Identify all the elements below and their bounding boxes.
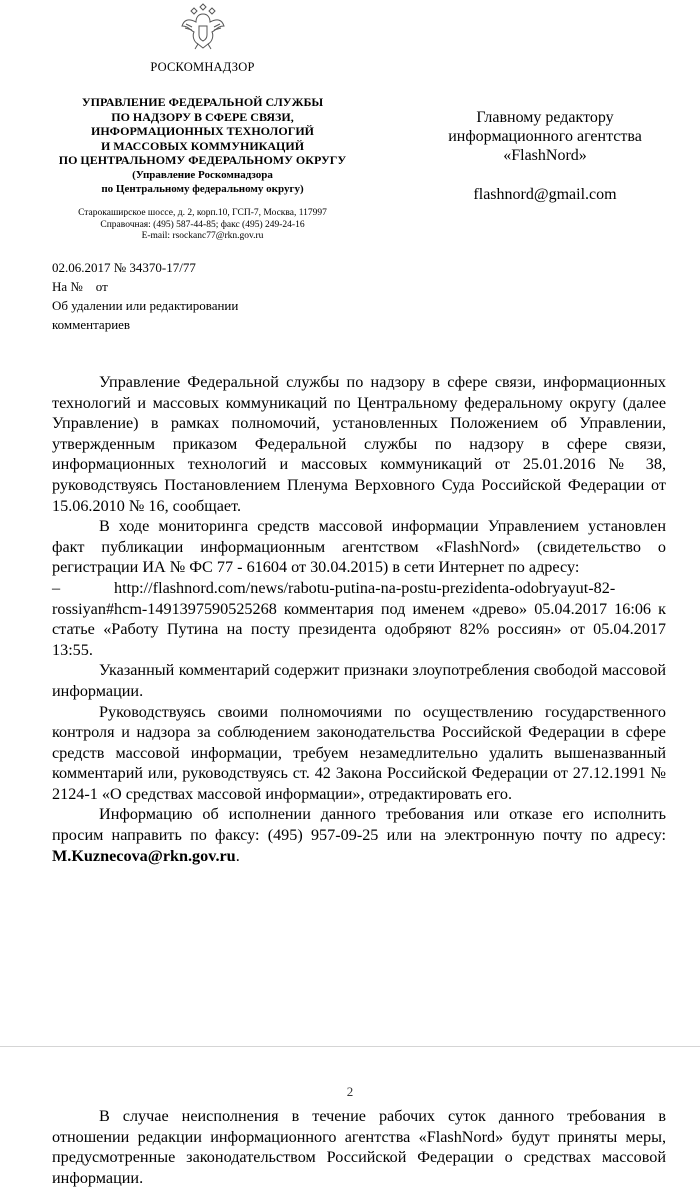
- recipient-line: Главному редактору: [476, 109, 614, 126]
- dash: –: [52, 578, 61, 597]
- subject-line: комментариев: [52, 317, 131, 332]
- subject-line: Об удалении или редактировании: [52, 298, 239, 313]
- reference-line: На № от: [52, 279, 108, 294]
- recipient-line: информационного агентства: [448, 128, 642, 145]
- coat-of-arms-icon: [180, 0, 226, 52]
- recipient-email: flashnord@gmail.com: [473, 186, 617, 203]
- department-line: УПРАВЛЕНИЕ ФЕДЕРАЛЬНОЙ СЛУЖБЫ: [81, 95, 324, 109]
- department-line: ПО ЦЕНТРАЛЬНОМУ ФЕДЕРАЛЬНОМУ ОКРУГУ: [58, 153, 347, 167]
- page-two-body: [52, 1106, 666, 1188]
- agency-name: РОСКОМНАДЗОР: [150, 60, 255, 74]
- sender-address: [40, 208, 365, 243]
- url-paragraph: [52, 578, 666, 660]
- page-separator: [0, 1046, 700, 1047]
- department-line: ПО НАДЗОРУ В СФЕРЕ СВЯЗИ,: [111, 109, 294, 124]
- body-paragraph: В случае неисполнения в течение рабочих суток данного требования в отношении редакции информационного агентства «FlashNord» будут приняты меры, предусмотренные законодательством Российской Федерации о средствах массовой информации.: [52, 1107, 666, 1187]
- department-line: (Управление Роскомнадзора: [132, 168, 273, 181]
- body-paragraph: [52, 804, 666, 866]
- department-line: ИНФОРМАЦИОННЫХ ТЕХНОЛОГИЙ: [91, 124, 314, 138]
- body-paragraph: Указанный комментарий содержит признаки злоупотребления свободой массовой информации.: [52, 661, 666, 700]
- contact-text: Информацию об исполнении данного требования или отказе его исполнить просим направить по факсу: (495) 957-09-25 или на электронную почту по адресу:: [52, 805, 666, 845]
- address-line: E-mail: rsockanc77@rkn.gov.ru: [141, 231, 264, 241]
- letter-meta: [52, 258, 382, 334]
- body-paragraph: Управление Федеральной службы по надзору в сфере связи, информационных технологий и массовых коммуникаций по Центральному федеральному округу (далее Управление) в рамках полномочий, установленных Положением об Управлении, утвержденным приказом Федеральной службы по надзору в сфере связи, информационных технологий и массовых коммуникаций от 25.01.2016 № 38, руководствуясь Постановлением Пленума Верховного Суда Российской Федерации от 15.06.2010 № 16, сообщает.: [52, 373, 666, 515]
- body-paragraph: В ходе мониторинга средств массовой информации Управлением установлен факт публикации информационным агентством «FlashNord» (свидетельство о регистрации ИА № ФС 77 - 61604 от 30.04.2015) в сети Интернет по адресу:: [52, 517, 666, 577]
- contact-email: M.Kuznecova@rkn.gov.ru: [52, 846, 236, 865]
- period: .: [235, 846, 240, 865]
- url-text: http://flashnord.com/news/rabotu-putina-na-postu-prezidenta-odobryayut-82-rossiyan#hcm-1491397590525268 комментария под именем «древо» 05.04.2017 16:06 к статье «Работу Путина на посту президента одобряют 82% россиян» от 05.04.2017 13:55.: [52, 578, 666, 659]
- page-number: 2: [346, 1084, 354, 1099]
- date-number: 02.06.2017 № 34370-17/77: [52, 260, 196, 275]
- department-line: по Центральному федеральному округу): [101, 183, 304, 195]
- department-name: [40, 95, 365, 197]
- recipient-block: [405, 108, 685, 204]
- department-line: И МАССОВЫХ КОММУНИКАЦИЙ: [100, 138, 305, 153]
- letter-body: [52, 372, 666, 866]
- address-line: Справочная: (495) 587-44-85; факс (495) 249-24-16: [100, 219, 305, 230]
- address-line: Старокаширское шоссе, д. 2, корп.10, ГСП-7, Москва, 117997: [78, 208, 327, 218]
- recipient-line: «FlashNord»: [503, 147, 587, 164]
- body-paragraph: Руководствуясь своими полномочиями по осуществлению государственного контроля и надзора за соблюдением законодательства Российской Федерации в сфере средств массовой информации, требуем незамедлительно удалить вышеназванный комментарий или, руководствуясь ст. 42 Закона Российской Федерации от 27.12.1991 № 2124-1 «О средствах массовой информации», отредактировать его.: [52, 702, 666, 803]
